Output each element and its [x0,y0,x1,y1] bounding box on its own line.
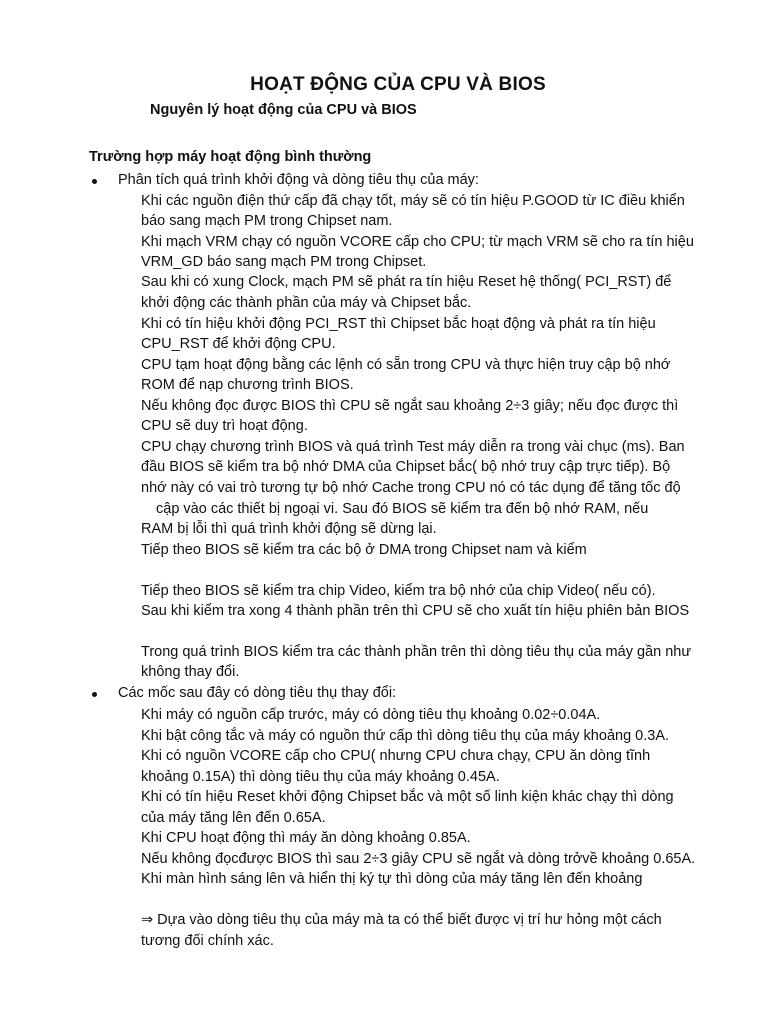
paragraph-line: Khi có nguồn VCORE cấp cho CPU( nhưng CPU chưa chạy, CPU ăn dòng tĩnh [141,748,651,764]
paragraph-line: Khi các nguồn điện thứ cấp đã chạy tốt, máy sẽ có tín hiệu P.GOOD từ IC điều khiển [141,193,685,209]
conclusion-text: Dựa vào dòng tiêu thụ của máy mà ta có thể biết được vị trí hư hỏng một cách [157,912,662,928]
section-heading: Trường hợp máy hoạt động bình thường [89,149,372,165]
paragraph-line: Khi bật công tắc và máy có nguồn thứ cấp thì dòng tiêu thụ của máy khoảng 0.3A. [141,728,670,744]
bullet-label: Các mốc sau đây có dòng tiêu thụ thay đổi: [118,685,397,701]
bullet-label: Phân tích quá trình khởi động và dòng tiêu thụ của máy: [118,172,479,188]
paragraph-line: không thay đổi. [141,664,240,680]
paragraph-line: VRM_GD báo sang mạch PM trong Chipset. [141,254,427,270]
paragraph-line: Nếu không đọc được BIOS thì CPU sẽ ngắt sau khoảng 2÷3 giây; nếu đọc được thì [141,398,679,414]
paragraph-line: nhớ này có vai trò tương tự bộ nhớ Cache trong CPU nó có tác dụng để tăng tốc độ [141,480,681,496]
paragraph-line: CPU_RST để khởi động CPU. [141,336,336,352]
paragraph-line: Khi có tín hiệu Reset khởi động Chipset bắc và một số linh kiện khác chạy thì dòng [141,789,674,805]
paragraph-line: Trong quá trình BIOS kiểm tra các thành phần trên thì dòng tiêu thụ của máy gần như [141,644,692,660]
paragraph-line: Khi có tín hiệu khởi động PCI_RST thì Chipset bắc hoạt động và phát ra tín hiệu [141,316,656,332]
implies-arrow-icon: ⇒ [141,912,154,928]
paragraph-line: ROM để nạp chương trình BIOS. [141,377,354,393]
paragraph-line: Tiếp theo BIOS sẽ kiểm tra chip Video, kiểm tra bộ nhớ của chip Video( nếu có). [141,583,656,599]
paragraph-line: Sau khi có xung Clock, mạch PM sẽ phát ra tín hiệu Reset hệ thống( PCI_RST) để [141,274,672,290]
paragraph-line: RAM bị lỗi thì quá trình khởi động sẽ dừng lại. [141,521,437,537]
paragraph-line: Khi mạch VRM chạy có nguồn VCORE cấp cho CPU; từ mạch VRM sẽ cho ra tín hiệu [141,234,694,250]
paragraph-line: Khi máy có nguồn cấp trước, máy có dòng tiêu thụ khoảng 0.02÷0.04A. [141,707,601,723]
paragraph-line: CPU sẽ duy trì hoạt động. [141,418,308,434]
document-title: HOẠT ĐỘNG CỦA CPU VÀ BIOS [250,74,546,95]
paragraph-line: Khi màn hình sáng lên và hiển thị ký tự thì dòng của máy tăng lên đến khoảng [141,871,643,887]
paragraph-line: Tiếp theo BIOS sẽ kiểm tra các bộ ở DMA trong Chipset nam và kiểm [141,542,587,558]
paragraph-line: CPU tạm hoạt động bằng các lệnh có sẵn trong CPU và thực hiện truy cập bộ nhớ [141,357,671,373]
paragraph-line: báo sang mạch PM trong Chipset nam. [141,213,393,229]
paragraph-line: CPU chạy chương trình BIOS và quá trình Test máy diễn ra trong vài chục (ms). Ban [141,439,685,455]
paragraph-line: khởi động các thành phần của máy và Chipset bắc. [141,295,472,311]
conclusion-line-2: tương đối chính xác. [141,933,274,949]
paragraph-line: của máy tăng lên đến 0.65A. [141,810,326,826]
paragraph-line: Sau khi kiểm tra xong 4 thành phần trên thì CPU sẽ cho xuất tín hiệu phiên bản BIOS [141,603,690,619]
paragraph-line: Nếu không đọcđược BIOS thì sau 2÷3 giây CPU sẽ ngắt và dòng trởvề khoảng 0.65A. [141,851,696,867]
paragraph-line: khoảng 0.15A) thì dòng tiêu thụ của máy khoảng 0.45A. [141,769,500,785]
bullet-icon [92,692,97,697]
bullet-icon [92,179,97,184]
paragraph-line: Khi CPU hoạt động thì máy ăn dòng khoảng 0.85A. [141,830,471,846]
document-subtitle: Nguyên lý hoạt động của CPU và BIOS [150,102,417,118]
conclusion-line [141,910,662,930]
paragraph-line: đầu BIOS sẽ kiểm tra bộ nhớ DMA của Chipset bắc( bộ nhớ truy cập trực tiếp). Bộ [141,459,671,475]
paragraph-line: cập vào các thiết bị ngoại vi. Sau đó BIOS sẽ kiểm tra đến bộ nhớ RAM, nếu [156,501,649,517]
